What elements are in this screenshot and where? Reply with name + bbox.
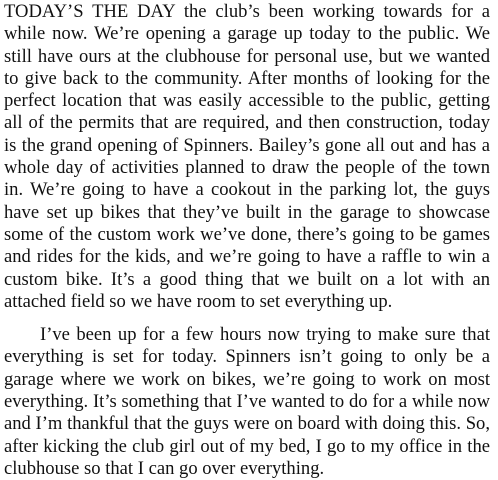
paragraph-1 [4,1,490,313]
paragraph-2-text: I’ve been up for a few hours now trying to make sure that everything is set for today. Spinners isn’t going to only be a garage where we work on bikes, we’re going to work on most everything. It’s something that I’ve wanted to do for a while now and I’m thankful that the guys were on board with doing this. So, after kicking the club girl out of my bed, I go to my office in the clubhouse so that I can go over everything. [4,324,490,479]
paragraph-1-text: the club’s been working towards for a while now. We’re opening a garage up today to the public. We still have ours at the clubhouse for personal use, but we wanted to give back to the community. After months of looking for the perfect location that was easily accessible to the public, getting all of the permits that are required, and then construction, today is the grand opening of Spinners. Bailey’s gone all out and has a whole day of activities planned to draw the people of the town in. We’re going to have a cookout in the parking lot, the guys have set up bikes that they’ve built in the garage to showcase some of the custom work we’ve done, there’s going to be games and rides for the kids, and we’re going to have a raffle to win a custom bike. It’s a good thing that we built on a lot with an attached field so we have room to set everything up. [4,1,490,312]
paragraph-2 [4,324,490,480]
chapter-lead-in: TODAY’S THE DAY [4,1,175,22]
document-page [4,1,490,480]
